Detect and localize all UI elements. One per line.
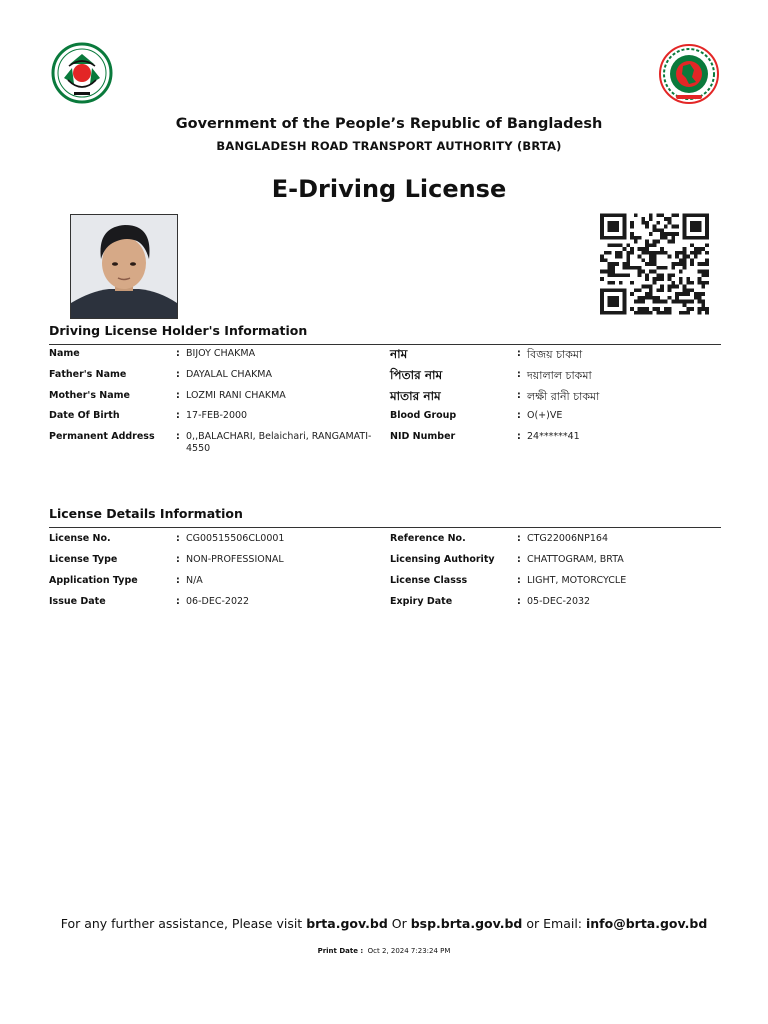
license-class-value: LIGHT, MOTORCYCLE [527, 575, 627, 586]
license-no-label: License No. [49, 533, 111, 544]
license-no-value: CG00515506CL0001 [186, 533, 285, 544]
name-value: BIJOY CHAKMA [186, 348, 256, 359]
reference-no-label: Reference No. [390, 533, 466, 544]
government-title: Government of the People’s Republic of Bangladesh [175, 116, 603, 132]
name-bn-value: বিজয় চাকমা [527, 348, 583, 361]
expiry-date-value: 05-DEC-2032 [527, 596, 591, 607]
licensing-authority-value: CHATTOGRAM, BRTA [527, 554, 624, 565]
application-type-value: N/A [186, 575, 203, 586]
license-section-title: License Details Information [49, 506, 243, 521]
mother-name-label: Mother's Name [49, 390, 130, 401]
bsp-site-link[interactable]: bsp.brta.gov.bd [410, 916, 523, 931]
father-name-value: DAYALAL CHAKMA [186, 369, 272, 380]
mother-name-bn-label: মাতার নাম [390, 389, 441, 403]
issue-date-label: Issue Date [49, 596, 106, 607]
bangladesh-govt-seal-icon [656, 44, 722, 104]
license-class-label: License Classs [390, 575, 468, 586]
nid-label: NID Number [390, 431, 456, 442]
authority-title: BANGLADESH ROAD TRANSPORT AUTHORITY (BRTA) [216, 139, 562, 153]
application-type-label: Application Type [49, 575, 138, 586]
print-date-value: Oct 2, 2024 7:23:24 PM [367, 947, 451, 955]
dob-value: 17-FEB-2000 [186, 410, 248, 421]
address-value-line1: 0,,BALACHARI, Belaichari, RANGAMATI- [186, 431, 372, 442]
father-name-bn-label: পিতার নাম [390, 368, 443, 382]
brta-site-link[interactable]: brta.gov.bd [306, 916, 388, 931]
blood-group-value: O(+)VE [527, 410, 563, 421]
holder-section-divider [49, 344, 721, 345]
license-type-label: License Type [49, 554, 118, 565]
license-type-value: NON-PROFESSIONAL [186, 554, 284, 565]
mother-name-value: LOZMI RANI CHAKMA [186, 390, 286, 401]
document-title: E-Driving License [271, 175, 507, 203]
mother-name-bn-value: লক্ষী রানী চাকমা [527, 390, 600, 403]
licensing-authority-label: Licensing Authority [390, 554, 495, 565]
holder-section-title: Driving License Holder's Information [49, 323, 308, 338]
father-name-bn-value: দয়ালাল চাকমা [527, 369, 592, 382]
footer-assistance: For any further assistance, Please visit brta.gov.bd Or bsp.brta.gov.bd or Email: info@brta.gov.bd [60, 916, 708, 931]
brta-emblem-icon [50, 42, 114, 104]
print-date-label: Print Date : [317, 947, 364, 955]
name-label: Name [49, 348, 80, 359]
expiry-date-label: Expiry Date [390, 596, 453, 607]
dob-label: Date Of Birth [49, 410, 120, 421]
father-name-label: Father's Name [49, 369, 127, 380]
email-link[interactable]: info@brta.gov.bd [586, 916, 708, 931]
blood-group-label: Blood Group [390, 410, 457, 421]
nid-value: 24******41 [527, 431, 580, 442]
license-section-divider [49, 527, 721, 528]
address-label: Permanent Address [49, 431, 155, 442]
qr-code [600, 213, 709, 315]
print-date [0, 947, 768, 955]
holder-photo [70, 214, 178, 319]
name-bn-label: নাম [390, 347, 408, 361]
address-value-line2: 4550 [186, 443, 211, 454]
reference-no-value: CTG22006NP164 [527, 533, 608, 544]
issue-date-value: 06-DEC-2022 [186, 596, 250, 607]
